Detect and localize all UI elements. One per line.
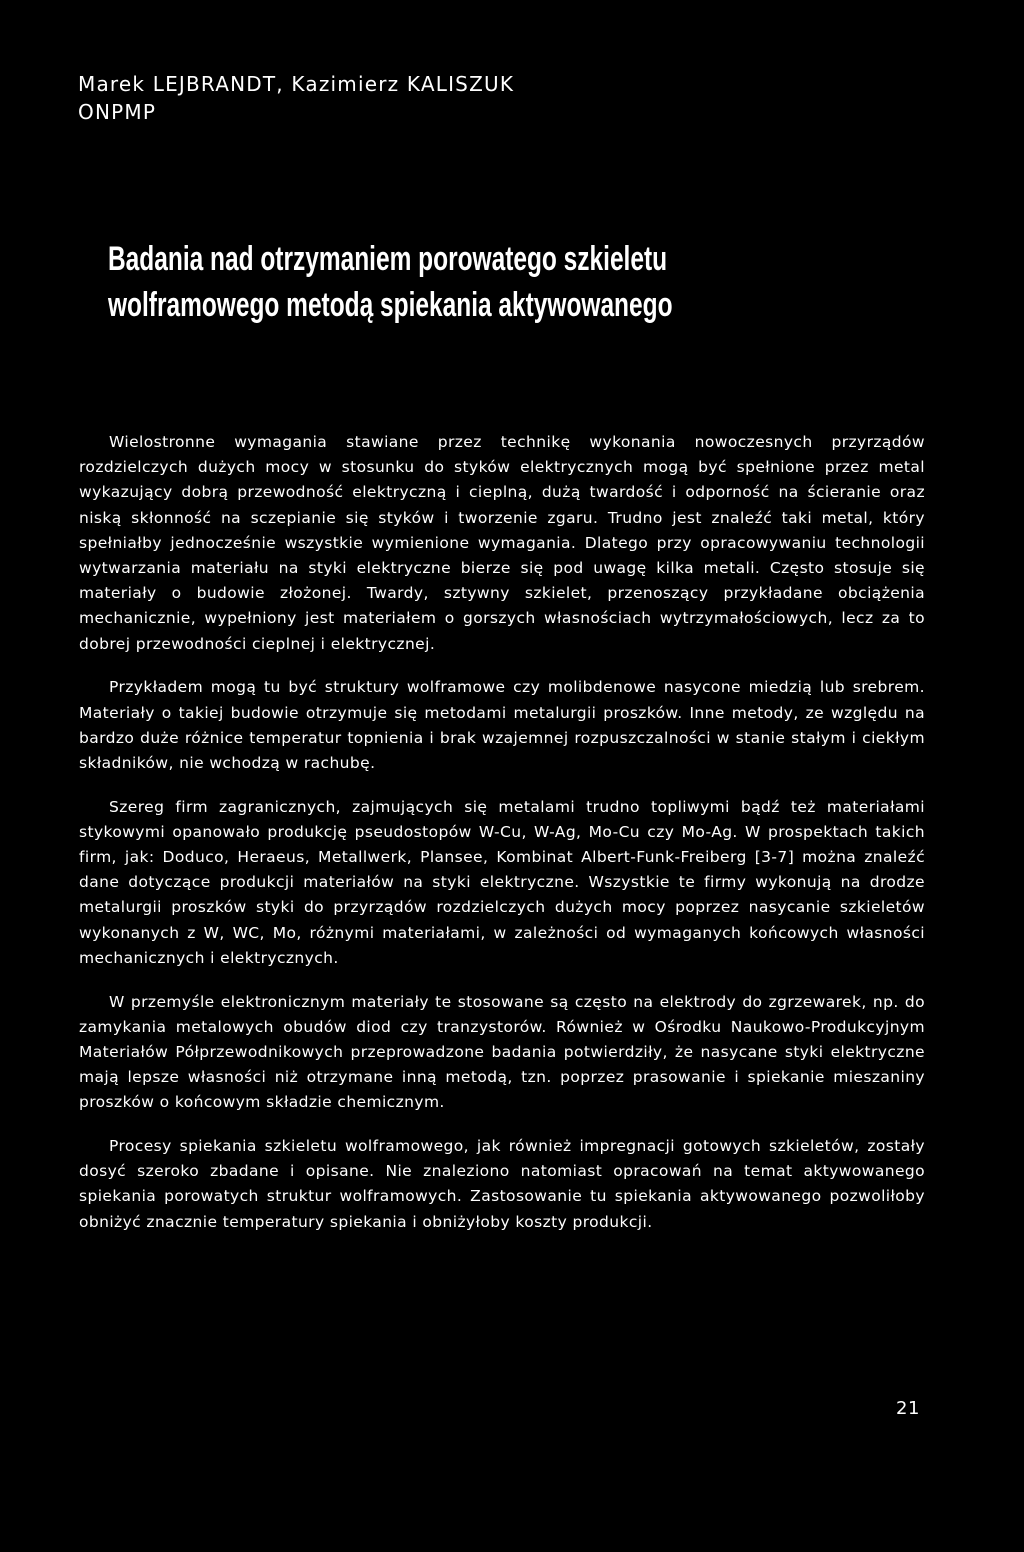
title-line-2: wolframowego metodą spiekania aktywowanego [108, 286, 673, 324]
paragraph-3: Szereg firm zagranicznych, zajmujących się metalami trudno topliwymi bądź też materiałami stykowymi opanowało produkcję pseudostopów W-Cu, W-Ag, Mo-Cu czy Mo-Ag. W prospektach takich firm, jak: Doduco, Heraeus, Metallwerk, Plansee, Kombinat Albert-Funk-Freiberg [3-7] można znaleźć dane dotyczące produkcji materiałów na styki elektryczne. Wszystkie te firmy wykonują na drodze metalurgii proszków styki do przyrządów rozdzielczych dużych mocy poprzez nasycanie szkieletów wykonanych z W, WC, Mo, różnymi materiałami, w zależności od wymaganych końcowych własności mechanicznych i elektrycznych. [79, 797, 925, 967]
article-title [108, 236, 673, 328]
title-line-1: Badania nad otrzymaniem porowatego szkieletu [108, 240, 668, 278]
paragraph-2: Przykładem mogą tu być struktury wolframowe czy molibdenowe nasycone miedzią lub srebrem. Materiały o takiej budowie otrzymuje się metodami metalurgii proszków. Inne metody, ze względu na bardzo duże różnice temperatur topnienia i brak wzajemnej rozpuszczalności w stanie stałym i ciekłym składników, nie wchodzą w rachubę. [79, 678, 925, 772]
author-names: Marek LEJBRANDT, Kazimierz KALISZUK [78, 72, 515, 96]
paragraph-4: W przemyśle elektronicznym materiały te stosowane są często na elektrody do zgrzewarek, np. do zamykania metalowych obudów diod czy tranzystorów. Również w Ośrodku Naukowo-Produkcyjnym Materiałów Półprzewodnikowych przeprowadzone badania potwierdziły, że nasycane styki elektryczne mają lepsze własności niż otrzymane inną metodą, tzn. poprzez prasowanie i spiekanie mieszaniny proszków o końcowym składzie chemicznym. [79, 992, 925, 1112]
paragraph-5: Procesy spiekania szkieletu wolframowego, jak również impregnacji gotowych szkieletów, zostały dosyć szeroko zbadane i opisane. Nie znaleziono natomiast opracowań na temat aktywowanego spiekania porowatych struktur wolframowych. Zastosowanie tu spiekania aktywowanego pozwoliłoby obniżyć znacznie temperatury spiekania i obniżyłoby koszty produkcji. [79, 1137, 925, 1231]
paragraph-1: Wielostronne wymagania stawiane przez technikę wykonania nowoczesnych przyrządów rozdzielczych dużych mocy w stosunku do styków elektrycznych mogą być spełnione przez metal wykazujący dobrą przewodność elektryczną i cieplną, dużą twardość i odporność na ścieranie oraz niską skłonność na sczepianie się styków i tworzenie zgaru. Trudno jest znaleźć taki metal, który spełniałby jednocześnie wszystkie wymienione wymagania. Dlatego przy opracowywaniu technologii wytwarzania materiału na styki elektryczne bierze się pod uwagę kilka metali. Często stosuje się materiały o budowie złożonej. Twardy, sztywny szkielet, przenoszący przykładane obciążenia mechanicznie, wypełniony jest materiałem o gorszych własnościach wytrzymałościowych, lecz za to dobrej przewodności cieplnej i elektrycznej. [79, 433, 925, 653]
author-block [78, 70, 514, 126]
article-body [79, 430, 925, 1253]
author-affiliation: ONPMP [78, 100, 157, 124]
page-number: 21 [896, 1398, 920, 1419]
